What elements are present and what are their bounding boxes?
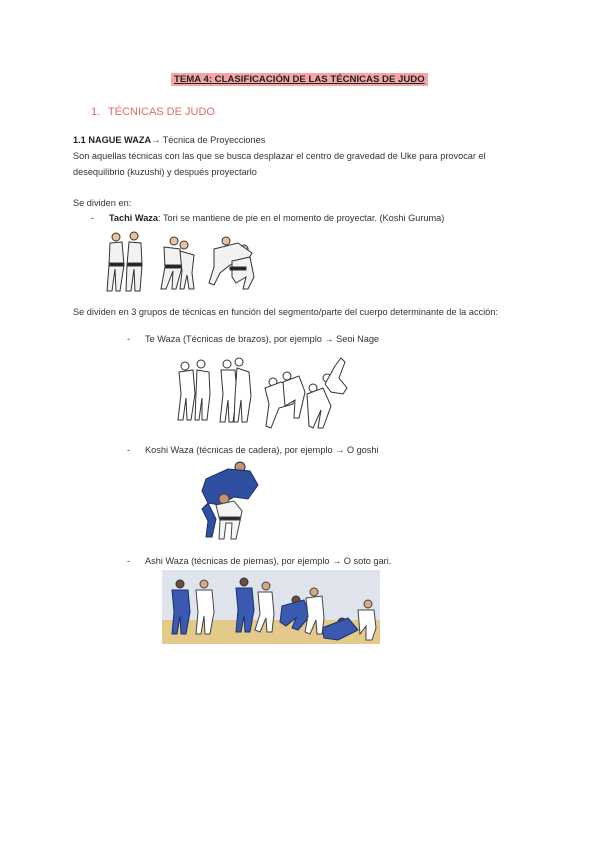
group-bullet-koshi-waza: - (127, 445, 131, 455)
tachi-bullet: - (91, 213, 95, 223)
subsection-label: 1.1 NAGUE WAZA (73, 135, 152, 145)
seoi-nage-illustration (175, 348, 355, 436)
description-line-1: Son aquellas técnicas con las que se busca desplazar el centro de gravedad de Uke para provocar el (73, 151, 486, 161)
o-soto-gari-illustration (162, 570, 380, 644)
divided-intro: Se dividen en: (73, 198, 132, 208)
group-bullet-ashi-waza: - (127, 556, 131, 566)
page-title: TEMA 4: CLASIFICACIÓN DE LAS TÉCNICAS DE JUDO (171, 73, 428, 86)
section-heading-text: TÉCNICAS DE JUDO (108, 106, 215, 118)
o-goshi-illustration (198, 459, 264, 541)
group-bullet-te-waza: - (127, 334, 131, 344)
subsection-arrow-text: → Técnica de Proyecciones (151, 135, 266, 145)
tachi-name: Tachi Waza (109, 213, 159, 223)
group-te-waza: Te Waza (Técnicas de brazos), por ejemplo → Seoi Nage (145, 334, 380, 344)
group-ashi-waza: Ashi Waza (técnicas de piernas), por ejemplo → O soto gari. (145, 556, 392, 566)
koshi-guruma-illustration (102, 227, 262, 295)
subsection-line (73, 134, 265, 146)
group-koshi-waza: Koshi Waza (técnicas de cadera), por ejemplo → O goshi (145, 445, 379, 455)
tachi-desc: : Tori se mantiene de pie en el momento de proyectar. (Koshi Guruma) (158, 213, 445, 223)
section-number: 1. (91, 106, 101, 118)
groups-intro: Se dividen en 3 grupos de técnicas en función del segmento/parte del cuerpo determinante de la acción: (73, 307, 498, 317)
tachi-line (109, 212, 444, 224)
description-line-2: desequilibrio (kuzushi) y después proyectarlo (73, 167, 257, 177)
section-heading (91, 106, 215, 118)
